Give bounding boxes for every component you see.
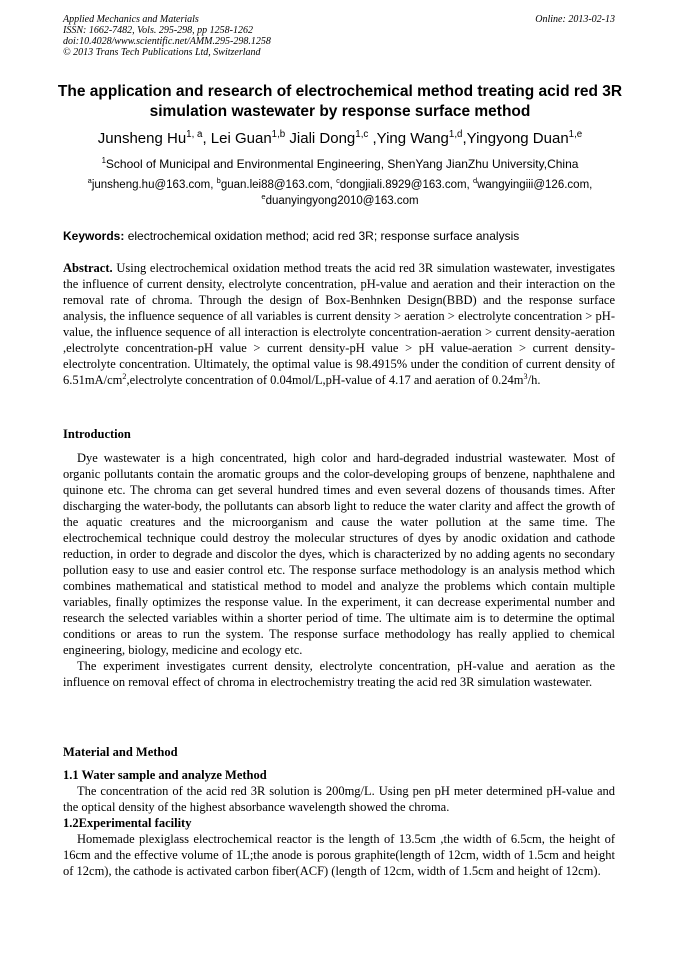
affiliation [40,156,640,172]
journal-header [63,14,615,58]
keywords-text: electrochemical oxidation method; acid red 3R; response surface analysis [124,229,520,243]
introduction-heading: Introduction [63,427,131,441]
author-name: Junsheng Hu [97,130,187,147]
email-address[interactable]: wangyingiii@126.com, [477,179,593,191]
introduction-paragraph-2: The experiment investigates current density, electrolyte concentration, pH-value and aeration as the influence on removal effect of chroma in electrochemistry treating the acid red 3R simulation wastewater. [63,659,615,689]
email-sup: b [216,176,221,186]
author-sup: 1, a [186,129,203,140]
author-sep: , [202,130,211,147]
author-sup: 1,d [448,129,463,140]
abstract [63,260,615,388]
author-sep: , [462,130,467,147]
author-name: Ying Wang [376,130,449,147]
email-sup: c [336,176,340,186]
abstract-label: Abstract. [63,261,113,275]
email-address[interactable]: duanyingyong2010@163.com [265,195,419,207]
abstract-sup: 2 [122,371,127,381]
email-list [60,177,620,209]
abstract-text-3: /h. [527,373,541,387]
author-sup: 1,e [568,129,583,140]
paper-title: The application and research of electrochemical method treating acid red 3R simulation wastewater by response surface method [57,83,623,120]
author-sep: , [368,130,377,147]
issn-line: ISSN: 1662-7482, Vols. 295-298, pp 1258-1262 [63,25,253,36]
section-1-2-heading: 1.2Experimental facility [63,816,192,830]
copyright-line: © 2013 Trans Tech Publications Ltd, Switzerland [63,47,261,58]
abstract-text: Using electrochemical oxidation method treats the acid red 3R simulation wastewater, investigates the influence of current density, electrolyte concentration, pH-value and aeration and their interaction on the removal rate of chroma. Through the design of Box-Benhnken Design(BBD) and the response surface analysis, the influence sequence of all variables is current density > aeration > electrolyte concentration > pH-value, the influence sequence of all interaction is electrolyte concentration-aeration > current density-aeration ,electrolyte concentration-pH value > current density-pH value > pH value-aeration > current density-electrolyte concentration. Ultimately, the optimal value is 98.4915% under the condition of current density of 6.51mA/cm [63,261,615,387]
author-sup: 1,c [355,129,369,140]
author-name: Jiali Dong [289,130,356,147]
author-sup: 1,b [271,129,286,140]
email-sup: d [472,176,478,186]
methods-heading: Material and Method [63,745,178,759]
journal-name: Applied Mechanics and Materials [63,14,199,25]
author-list [40,129,640,149]
section-1-1-body [63,783,615,815]
email-address[interactable]: junsheng.hu@163.com, [91,179,217,191]
affiliation-sup: 1 [101,156,106,165]
email-sup: e [261,192,266,202]
abstract-sup: 3 [523,371,528,381]
section-1-2-body [63,831,615,879]
author-name: Lei Guan [210,130,272,147]
introduction-body [63,450,615,690]
keywords-label: Keywords: [63,229,125,243]
abstract-text-2: ,electrolyte concentration of 0.04mol/L,pH-value of 4.17 and aeration of 0.24m [126,373,524,387]
section-1-1-heading: 1.1 Water sample and analyze Method [63,768,267,782]
author-name: Yingyong Duan [466,130,569,147]
online-date: Online: 2013-02-13 [535,14,615,25]
affiliation-text: School of Municipal and Environmental Engineering, ShenYang JianZhu University,China [105,157,579,171]
email-sup: a [87,176,92,186]
keywords [63,228,615,244]
section-1-1-paragraph: The concentration of the acid red 3R solution is 200mg/L. Using pen pH meter determined pH-value and the optical density of the highest absorbance wavelength showed the chroma. [63,784,615,814]
doi-line: doi:10.4028/www.scientific.net/AMM.295-298.1258 [63,36,271,47]
email-address[interactable]: guan.lei88@163.com, [220,179,337,191]
section-1-2-paragraph: Homemade plexiglass electrochemical reactor is the length of 13.5cm ,the width of 6.5cm, the height of 16cm and the effective volume of 1L;the anode is porous graphite(length of 12cm, width of 1.5cm and height of 12cm), the cathode is activated carbon fiber(ACF) (length of 12cm, width of 1.5cm and height of 12cm). [63,832,615,878]
email-address[interactable]: dongjiali.8929@163.com, [339,179,473,191]
introduction-paragraph-1: Dye wastewater is a high concentrated, high color and hard-degraded industrial wastewater. Most of organic pollutants contain the aromatic groups and the color-developing groups of benzene, naphthalene and quinone etc. The chroma can get several hundred times and even several dozens of thousands times. After discharging the water-body, the pollutants can absorb light to reduce the water clarity and affect the growth of the aquatic creatures and the microorganism and cause the water pollution at the same time. The electrochemical technique could destroy the molecular structures of dyes by anodic oxidation and cathode reduction, in order to degrade and discolor the dyes, which is characterized by no adding agents no secondary pollution easy to use and easier control etc. The response surface methodology is an analysis method which combines mathematical and statistical method to model and analyze the problems which contain multiple variables, finally optimizes the response value. In the experiment, it can decrease experimental number and research the selected variables within a shorter period of time. The ultimate aim is to determine the optimal conditions or areas to run the system. The response surface methodology has really applied to chemical engineering, biology, medicine and ecology etc. [63,451,615,657]
